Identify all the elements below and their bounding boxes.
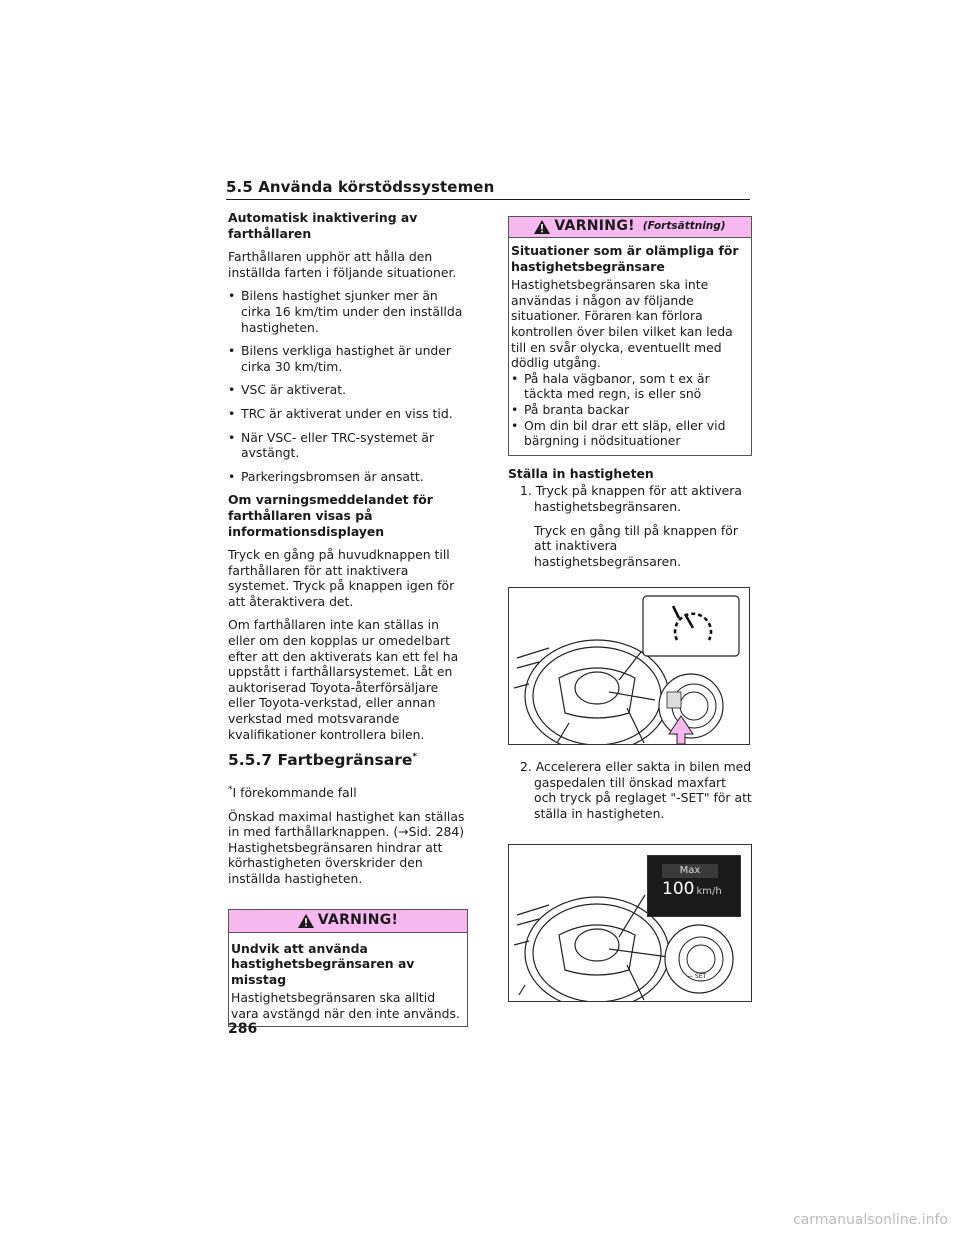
header-rule	[226, 199, 750, 200]
warning-box-continued	[508, 216, 752, 456]
max-label: Max	[662, 864, 718, 878]
heading-warning-message: Om varningsmeddelandet för farthållaren visas på informationsdisplayen	[228, 492, 433, 539]
paragraph: Tryck en gång på huvudknappen till farthållaren för att inaktivera systemet. Tryck på knappen igen för att återaktivera det.	[228, 547, 455, 609]
warning-title: VARNING!	[554, 218, 635, 235]
list-item: • På branta backar	[511, 402, 749, 418]
step-2: 2. Accelerera eller sakta in bilen med gaspedalen till önskad maxfart och tryck på reglaget "-SET" för att ställa in hastigheten.	[520, 759, 752, 822]
list-item: • Om din bil drar ett släp, eller vid bärgning i nödsituationer	[511, 418, 749, 449]
warning-continued-label: (Fortsättning)	[642, 220, 726, 233]
warning-header	[229, 910, 467, 933]
set-label: — SET	[687, 972, 707, 980]
warning-text: Hastighetsbegränsaren ska inte användas i någon av följande situationer. Föraren kan förlora kontrollen över bilen vilket kan leda till en svår olycka, eventuellt med dödlig utgång.	[511, 277, 733, 371]
paragraph: Om farthållaren inte kan ställas in eller om den kopplas ur omedelbart efter att den aktiverats kan ett fel ha uppstått i farthållarsystemet. Låt en auktoriserad Toyota-återförsäljare eller Toyota-verkstad, eller annan verkstad med motsvarande kvalifikationer kontrollera bilen.	[228, 617, 459, 742]
paragraph: Farthållaren upphör att hålla den inställda farten i följande situationer.	[228, 249, 457, 280]
page-number: 286	[228, 1021, 258, 1037]
heading-auto-deactivation: Automatisk inaktivering av farthållaren	[228, 210, 418, 241]
list-item: • Bilens verkliga hastighet är under cirka 30 km/tim.	[228, 343, 468, 374]
section-title: 5.5.7 Fartbegränsare*	[228, 751, 418, 770]
figure-steering-wheel-button	[508, 587, 750, 745]
list-item: • Parkeringsbromsen är ansatt.	[228, 469, 468, 485]
left-column	[228, 210, 468, 1027]
heading-set-speed: Ställa in hastigheten	[508, 465, 654, 481]
list-item: • TRC är aktiverat under en viss tid.	[228, 406, 468, 422]
warning-box	[228, 909, 468, 1027]
step-1-note: Tryck en gång till på knappen för att inaktivera hastighetsbegränsaren.	[534, 522, 738, 569]
list-item: • Bilens hastighet sjunker mer än cirka 16 km/tim under den inställda hastigheten.	[228, 288, 468, 335]
paragraph: Önskad maximal hastighet kan ställas in med farthållarknappen. (→Sid. 284) Hastighetsbegränsaren hindrar att körhastigheten överskrider den inställda hastigheten.	[228, 808, 465, 887]
footnote: *I förekommande fall	[228, 784, 357, 801]
warning-triangle-icon	[298, 914, 314, 928]
warning-heading: Situationer som är olämpliga för hastighetsbegränsare	[511, 243, 739, 274]
figure-set-speed	[508, 844, 752, 1002]
warning-text: Hastighetsbegränsaren ska alltid vara avstängd när den inte används.	[231, 990, 460, 1022]
list-item: • VSC är aktiverat.	[228, 382, 468, 398]
speed-display	[647, 855, 741, 917]
list-item: • När VSC- eller TRC-systemet är avstängt.	[228, 430, 468, 461]
right-column	[508, 216, 752, 1002]
steering-wheel-illustration	[509, 588, 749, 744]
section-header: 5.5 Använda körstödssystemen	[226, 178, 495, 196]
watermark: carmanualsonline.info	[793, 1212, 948, 1228]
warning-triangle-icon	[534, 220, 550, 234]
warning-title: VARNING!	[317, 911, 399, 928]
warning-header	[509, 217, 751, 238]
warning-heading: Undvik att använda hastighetsbegränsaren av misstag	[231, 940, 415, 987]
speed-value: 100 km/h	[662, 878, 722, 899]
step-1: 1. Tryck på knappen för att aktivera hastighetsbegränsaren.	[520, 483, 742, 514]
list-item: • På hala vägbanor, som t ex är täckta med regn, is eller snö	[511, 371, 749, 402]
